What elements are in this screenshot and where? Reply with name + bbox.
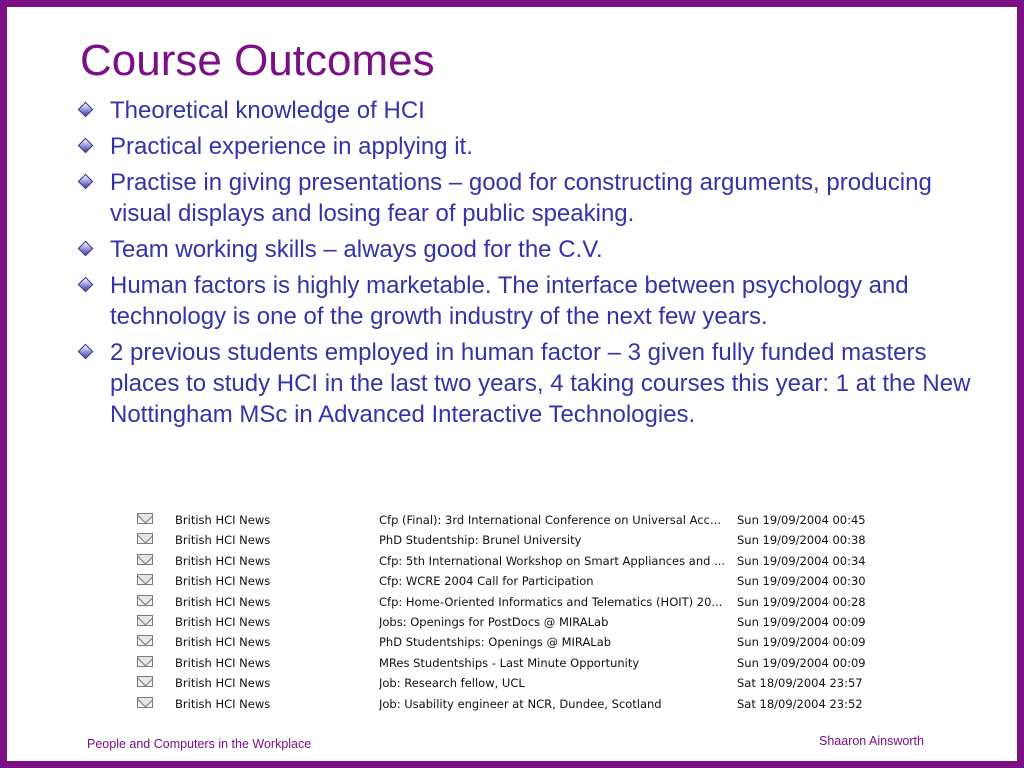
message-date: Sun 19/09/2004 00:30 [737,574,866,589]
inbox-row [129,653,879,673]
bullet-item [73,167,993,229]
footer-author: Shaaron Ainsworth [819,734,924,748]
diamond-bullet-icon [78,138,94,154]
inbox-row [129,612,879,632]
bullet-text: Team working skills – always good for the C.V. [110,236,603,263]
envelope-icon [137,513,153,524]
message-subject: PhD Studentships: Openings @ MIRALab [379,635,612,650]
diamond-bullet-icon [78,102,94,118]
message-subject: Cfp (Final): 3rd International Conference on Universal Acc... [379,513,721,527]
bullet-text: 2 previous students employed in human factor – 3 given fully funded masters places to study HCI in the last two years, 4 taking courses this year: 1 at the New Nottingham MSc in Advanced Interactive Technologies. [110,339,971,428]
message-subject: Cfp: WCRE 2004 Call for Participation [379,574,594,589]
envelope-icon [137,533,153,544]
message-date: Sun 19/09/2004 00:09 [737,635,866,650]
inbox-row [129,510,879,530]
message-subject: Job: Usability engineer at NCR, Dundee, Scotland [379,696,662,711]
diamond-bullet-icon [78,344,94,360]
message-sender: British HCI News [175,635,271,650]
envelope-icon [137,554,153,565]
envelope-icon [137,697,153,708]
message-sender: British HCI News [175,655,271,670]
message-subject: MRes Studentships - Last Minute Opportunity [379,655,640,670]
message-sender: British HCI News [175,676,271,691]
bullet-text: Practise in giving presentations – good for constructing arguments, producing visual displays and losing fear of public speaking. [110,169,932,227]
inbox-screenshot [129,510,879,714]
message-subject: Cfp: Home-Oriented Informatics and Telematics (HOIT) 20... [379,594,723,609]
slide-title: Course Outcomes [80,36,435,85]
envelope-icon [137,615,153,626]
message-date: Sat 18/09/2004 23:57 [737,676,863,691]
bullet-text: Practical experience in applying it. [110,133,473,160]
bullet-item [73,131,993,162]
bullet-text: Theoretical knowledge of HCI [110,97,425,124]
diamond-bullet-icon [78,277,94,293]
inbox-row [129,694,879,714]
message-date: Sun 19/09/2004 00:09 [737,614,866,629]
message-subject: Cfp: 5th International Workshop on Smart Appliances and ... [379,553,726,568]
message-subject: Job: Research fellow, UCL [379,676,525,691]
bullet-item [73,234,993,265]
envelope-icon [137,595,153,606]
inbox-row [129,673,879,693]
bullet-item [73,270,993,332]
message-subject: Jobs: Openings for PostDocs @ MIRALab [379,614,609,629]
message-subject: PhD Studentship: Brunel University [379,533,582,548]
envelope-icon [137,676,153,687]
envelope-icon [137,656,153,667]
bullet-list [73,95,993,435]
bullet-item [73,337,993,430]
message-date: Sun 19/09/2004 00:45 [737,513,866,527]
message-date: Sat 18/09/2004 23:52 [737,696,863,711]
inbox-row [129,592,879,612]
message-sender: British HCI News [175,614,271,629]
message-date: Sun 19/09/2004 00:28 [737,594,866,609]
message-sender: British HCI News [175,594,271,609]
inbox-row [129,632,879,652]
envelope-icon [137,574,153,585]
inbox-row [129,530,879,550]
message-sender: British HCI News [175,553,271,568]
message-date: Sun 19/09/2004 00:38 [737,533,866,548]
message-sender: British HCI News [175,533,271,548]
envelope-icon [137,635,153,646]
message-date: Sun 19/09/2004 00:34 [737,553,866,568]
message-sender: British HCI News [175,513,271,527]
bullet-text: Human factors is highly marketable. The interface between psychology and technology is one of the growth industry of the next few years. [110,272,909,330]
message-sender: British HCI News [175,696,271,711]
inbox-row [129,571,879,591]
inbox-row [129,551,879,571]
footer-course-name: People and Computers in the Workplace [87,737,312,751]
diamond-bullet-icon [78,241,94,257]
diamond-bullet-icon [78,174,94,190]
message-sender: British HCI News [175,574,271,589]
bullet-item [73,95,993,126]
message-date: Sun 19/09/2004 00:09 [737,655,866,670]
